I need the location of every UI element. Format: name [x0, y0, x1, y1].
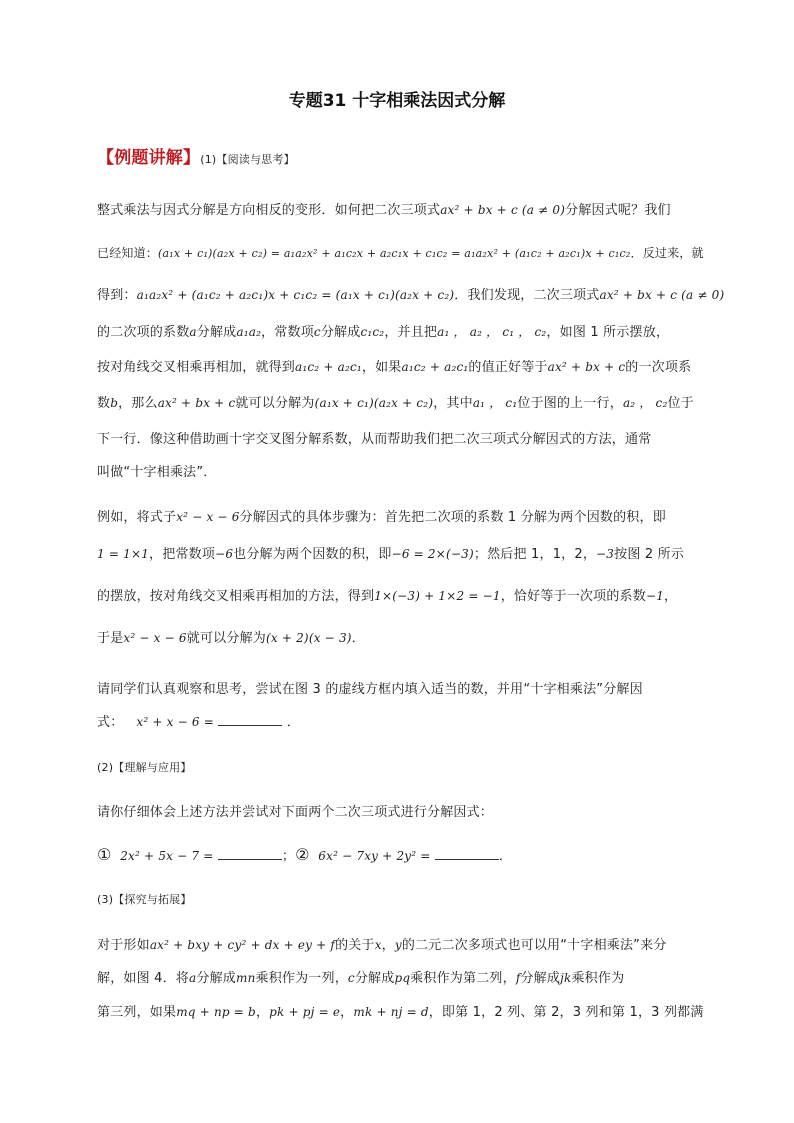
para1-line1: 整式乘法与因式分解是方向相反的变形．如何把二次三项式ax² + bx + c (a ≠ 0)分解因式呢？我们 [97, 203, 671, 218]
part3-line2: 解，如图 4．将a分解成mn乘积作为一列，c分解成pq乘积作为第二列，f分解成jk乘积作为 [97, 971, 625, 986]
para1-line6: 数b，那么ax² + bx + c就可以分解为(a₁x + c₁)(a₂x + c₂)，其中a₁ ， c₁位于图的上一行，a₂ ， c₂位于 [97, 396, 694, 411]
answer-blank-3[interactable] [435, 846, 499, 860]
example-header [97, 143, 707, 168]
para2-line1: 例如，将式子x² − x − 6分解因式的具体步骤为：首先把二次项的系数 1 分解为两个因数的积，即 [97, 510, 666, 525]
para2-line3: 的摆放，按对角线交叉相乘再相加的方法，得到1×(−3) + 1×2 = −1，恰好等于一次项的系数−1， [97, 589, 678, 604]
para1-line8: 叫做“十字相乘法”． [97, 465, 217, 480]
part1-label: (1)【阅读与思考】 [200, 153, 295, 166]
para2-line2: 1 = 1×1，把常数项−6也分解为两个因数的积，即−6 = 2×(−3)；然后把 1，1，2，−3按图 2 所示 [97, 547, 685, 562]
answer-blank-2[interactable] [218, 846, 282, 860]
para1-line2: 已经知道：(a₁x + c₁)(a₂x + c₂) = a₁a₂x² + a₁c₂x + a₂c₁x + c₁c₂ = a₁a₂x² + (a₁c₂ + a₂c₁)x + c₁c₂．反过来，就 [97, 246, 704, 260]
part2-label: (2)【理解与应用】 [97, 761, 192, 774]
para1-line7: 下一行．像这种借助画十字交叉图分解系数，从而帮助我们把二次三项式分解因式的方法，通常 [97, 432, 652, 447]
page-title: 专题31 十字相乘法因式分解 [288, 91, 506, 111]
example-tag: 【例题讲解】 [97, 148, 201, 168]
part2-intro: 请你仔细体会上述方法并尝试对下面两个二次三项式进行分解因式： [97, 805, 494, 820]
answer-blank-1[interactable] [218, 712, 282, 726]
part3-line3: 第三列，如果mq + np = b，pk + pj = e，mk + nj = d，即第 1，2 列、第 2，3 列和第 1，3 列都满 [97, 1005, 704, 1020]
para1-line3: 得到：a₁a₂x² + (a₁c₂ + a₂c₁)x + c₁c₂ = (a₁x + c₁)(a₂x + c₂)．我们发现，二次三项式ax² + bx + c (a ≠ 0) [97, 288, 725, 303]
para2-line4: 于是x² − x − 6就可以分解为(x + 2)(x − 3)． [97, 631, 365, 646]
para3-line1: 请同学们认真观察和思考，尝试在图 3 的虚线方框内填入适当的数，并用“十字相乘法”分解因 [97, 682, 643, 697]
part3-label: (3)【探究与拓展】 [97, 893, 192, 906]
para3-line2: 式： x² + x − 6 = ． [97, 711, 707, 730]
para1-line4: 的二次项的系数a分解成a₁a₂，常数项c分解成c₁c₂，并且把a₁ ， a₂ ， c₁ ， c₂，如图 1 所示摆放， [97, 325, 670, 340]
part2-exercises: ① 2x² + 5x − 7 = ；② 6x² − 7xy + 2y² = ． [97, 845, 513, 864]
part3-line1: 对于形如ax² + bxy + cy² + dx + ey + f的关于x，y的二元二次多项式也可以用“十字相乘法”来分 [97, 938, 667, 953]
para1-line5: 按对角线交叉相乘再相加，就得到a₁c₂ + a₂c₁，如果a₁c₂ + a₂c₁的值正好等于ax² + bx + c的一次项系 [97, 360, 692, 375]
